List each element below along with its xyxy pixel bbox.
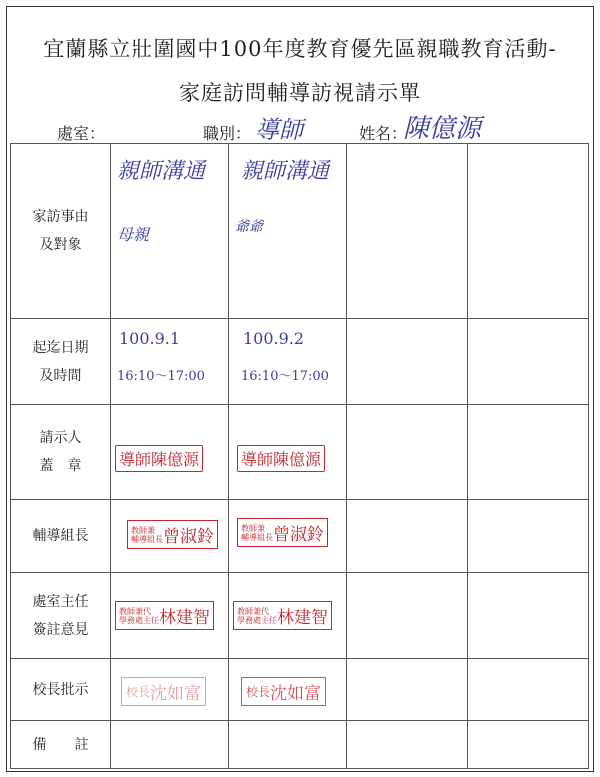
visit1-target: 母親 [117,225,150,244]
visit2-date: 100.9.2 [243,329,305,348]
visit1-principal-stamp: 校長沈如富 [121,677,206,706]
visit1-reason-cell [111,144,229,319]
visit-table [10,143,589,769]
name-value: 陳億源 [403,114,482,144]
visit1-requester-stamp: 導師陳億源 [115,445,203,472]
empty-cell [468,405,589,500]
form-title-line2: 家庭訪問輔導訪視請示單 [179,81,421,105]
table-row-reason [11,144,589,319]
visit1-counsel-cell [111,500,229,573]
visit2-counsel-stamp: 教師兼 輔導組長曾淑鈴 [237,518,328,547]
name-label: 姓名： [359,124,408,143]
visit1-datetime-cell [111,319,229,405]
visit1-director-stamp: 教師兼代 學務處主任林建智 [115,601,214,630]
table-row-principal [11,659,589,721]
empty-cell [229,721,347,769]
visit2-time: 16:10～17:00 [241,369,329,384]
visit1-reason: 親師溝通 [117,159,206,184]
visit2-reason-cell [229,144,347,319]
empty-cell [347,319,468,405]
visit2-principal-cell [229,659,347,721]
position-label: 職別： [203,124,252,143]
visit2-counsel-cell [229,500,347,573]
empty-cell [347,144,468,319]
empty-cell [347,721,468,769]
empty-cell [468,144,589,319]
position-value: 導師 [255,116,303,144]
row-label-principal: 校長批示 [11,659,111,721]
row-label-requester: 請示人 蓋 章 [11,405,111,500]
row-label-datetime: 起迄日期 及時間 [11,319,111,405]
table-row-datetime [11,319,589,405]
visit2-datetime-cell [229,319,347,405]
row-label-reason: 家訪事由 及對象 [11,144,111,319]
visit1-principal-cell [111,659,229,721]
visit2-requester-cell [229,405,347,500]
table-row-counsel [11,500,589,573]
visit1-director-cell [111,573,229,659]
visit2-director-cell [229,573,347,659]
table-row-remarks [11,721,589,769]
empty-cell [347,405,468,500]
visit1-time: 16:10～17:00 [117,369,205,384]
visit1-date: 100.9.1 [119,329,181,348]
visit2-director-stamp: 教師兼代 學務處主任林建智 [233,601,332,630]
row-label-director: 處室主任 簽註意見 [11,573,111,659]
visit1-counsel-stamp: 教師兼 輔導組長曾淑鈴 [127,520,218,549]
empty-cell [347,659,468,721]
visit2-requester-stamp: 導師陳億源 [237,445,325,472]
office-label: 處室： [57,124,106,143]
form-title-line1: 宜蘭縣立壯圍國中100年度教育優先區親職教育活動- [43,37,557,61]
empty-cell [468,721,589,769]
row-label-remarks: 備 註 [11,721,111,769]
empty-cell [347,573,468,659]
empty-cell [468,319,589,405]
visit2-reason: 親師溝通 [241,159,330,184]
empty-cell [347,500,468,573]
empty-cell [111,721,229,769]
visit1-requester-cell [111,405,229,500]
table-row-requester [11,405,589,500]
row-label-counsel: 輔導組長 [11,500,111,573]
empty-cell [468,500,589,573]
table-row-director [11,573,589,659]
visit2-target: 爺爺 [235,219,263,235]
empty-cell [468,659,589,721]
visit2-principal-stamp: 校長沈如富 [241,677,326,706]
empty-cell [468,573,589,659]
